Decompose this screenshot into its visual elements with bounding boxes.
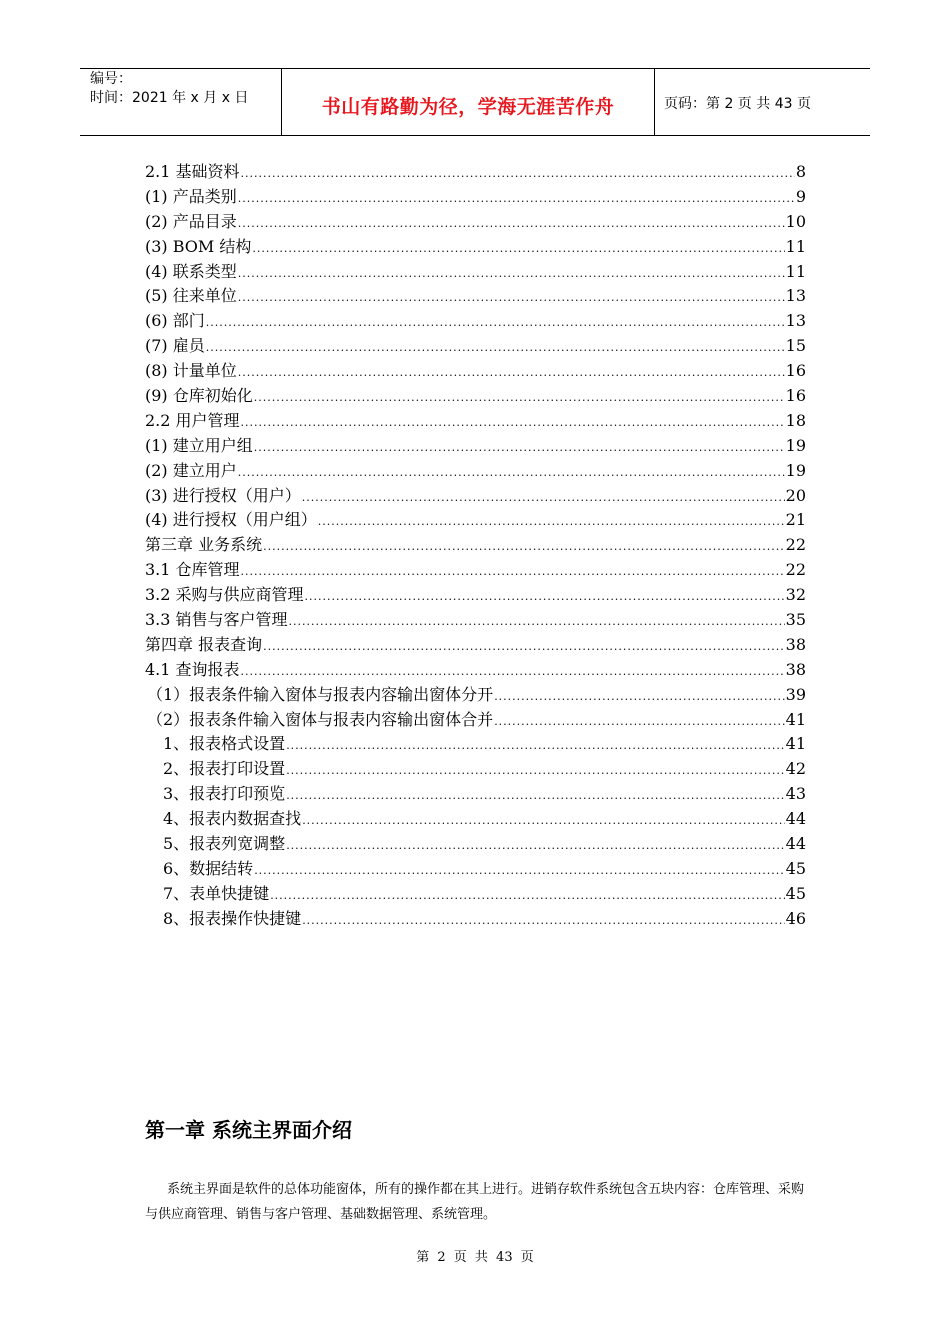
toc-entry-title: 4、报表内数据查找 — [163, 809, 302, 829]
toc-entry-page: 13 — [785, 286, 806, 306]
toc-leader-dots — [286, 759, 784, 784]
toc-leader-dots — [238, 187, 795, 212]
header-page-info: 页码：第 2 页 共 43 页 — [664, 96, 811, 112]
toc-leader-dots — [286, 734, 784, 759]
toc-entry[interactable] — [145, 633, 806, 658]
toc-leader-dots — [286, 784, 784, 809]
toc-leader-dots — [494, 685, 784, 710]
toc-entry-page: 45 — [785, 858, 806, 878]
toc-leader-dots — [254, 859, 784, 884]
toc-entry[interactable] — [145, 359, 806, 384]
toc-entry-page: 39 — [785, 684, 806, 704]
toc-entry-page: 19 — [785, 460, 806, 480]
code-label: 编号： — [90, 71, 132, 87]
toc-entry-page: 22 — [785, 560, 806, 580]
toc-leader-dots — [263, 635, 785, 660]
header-divider-right — [654, 68, 655, 136]
toc-leader-dots — [302, 486, 785, 511]
toc-entry-title: 3.2 采购与供应商管理 — [145, 585, 304, 605]
toc-entry-title: 4.1 查询报表 — [145, 659, 240, 679]
toc-leader-dots — [252, 237, 784, 262]
toc-leader-dots — [238, 212, 785, 237]
toc-entry[interactable] — [145, 459, 806, 484]
toc-entry[interactable] — [145, 508, 806, 533]
toc-entry-title: (5) 往来单位 — [145, 286, 237, 306]
toc-leader-dots — [254, 436, 785, 461]
toc-leader-dots — [286, 834, 784, 859]
toc-leader-dots — [206, 311, 785, 336]
toc-leader-dots — [263, 535, 785, 560]
header-motto: 书山有路勤为径，学海无涯苦作舟 — [321, 96, 615, 118]
toc-entry-page: 16 — [785, 386, 806, 406]
toc-entry-title: (4) 联系类型 — [145, 261, 237, 281]
toc-entry-title: (2) 建立用户 — [145, 460, 237, 480]
toc-leader-dots — [241, 162, 795, 187]
toc-entry[interactable] — [145, 782, 806, 807]
time-label: 时间：2021 年 x 月 x 日 — [90, 90, 249, 106]
page-footer: 第 2 页 共 43 页 — [416, 1250, 534, 1265]
toc-leader-dots — [241, 411, 785, 436]
toc-entry-title: （2）报表条件输入窗体与报表内容输出窗体合并 — [147, 709, 494, 729]
toc-entry-title: 3.3 销售与客户管理 — [145, 610, 288, 630]
toc-entry-title: 3.1 仓库管理 — [145, 560, 240, 580]
toc-entry-title: （1）报表条件输入窗体与报表内容输出窗体分开 — [147, 684, 494, 704]
toc-entry-page: 42 — [785, 759, 806, 779]
toc-entry[interactable] — [145, 484, 806, 509]
toc-leader-dots — [270, 884, 784, 909]
header-bottom-border — [80, 135, 870, 136]
toc-entry-page: 44 — [785, 834, 806, 854]
toc-entry-title: 6、数据结转 — [163, 858, 254, 878]
toc-leader-dots — [238, 262, 785, 287]
toc-entry[interactable] — [145, 683, 806, 708]
toc-entry-page: 9 — [795, 186, 806, 206]
toc-entry-page: 41 — [785, 709, 806, 729]
intro-paragraph: 系统主界面是软件的总体功能窗体，所有的操作都在其上进行。进销存软件系统包含五块内容：仓库管理、采购与供应商管理、销售与客户管理、基础数据管理、系统管理。 — [145, 1182, 805, 1222]
toc-entry[interactable] — [145, 185, 806, 210]
toc-entry-title: (2) 产品目录 — [145, 211, 237, 231]
toc-entry-page: 35 — [785, 610, 806, 630]
toc-entry-page: 18 — [785, 410, 806, 430]
table-of-contents — [145, 160, 806, 932]
toc-entry[interactable] — [145, 832, 806, 857]
toc-leader-dots — [206, 336, 785, 361]
chapter-title: 第一章 系统主界面介绍 — [145, 1118, 352, 1142]
toc-entry-page: 21 — [785, 510, 806, 530]
toc-entry[interactable] — [145, 309, 806, 334]
toc-entry-page: 38 — [785, 634, 806, 654]
toc-entry-title: 1、报表格式设置 — [163, 734, 286, 754]
toc-leader-dots — [238, 361, 785, 386]
toc-entry-page: 43 — [785, 784, 806, 804]
toc-entry[interactable] — [145, 608, 806, 633]
toc-leader-dots — [318, 510, 785, 535]
toc-entry-title: (1) 产品类别 — [145, 186, 237, 206]
toc-entry-title: 7、表单快捷键 — [163, 883, 270, 903]
toc-entry-title: (8) 计量单位 — [145, 361, 237, 381]
toc-entry-page: 10 — [785, 211, 806, 231]
toc-entry-title: 2.2 用户管理 — [145, 410, 240, 430]
toc-entry-page: 8 — [795, 162, 806, 181]
toc-entry-page: 38 — [785, 659, 806, 679]
toc-entry-title: (3) BOM 结构 — [145, 236, 252, 256]
toc-entry[interactable] — [145, 757, 806, 782]
toc-entry[interactable] — [145, 210, 806, 235]
header-top-border — [80, 68, 870, 69]
toc-entry-title: 2.1 基础资料 — [145, 162, 240, 181]
toc-entry-title: (7) 雇员 — [145, 336, 205, 356]
toc-entry-page: 45 — [785, 883, 806, 903]
toc-entry[interactable] — [145, 558, 806, 583]
toc-leader-dots — [302, 909, 784, 934]
toc-leader-dots — [254, 386, 785, 411]
toc-entry-title: (3) 进行授权（用户） — [145, 485, 301, 505]
toc-leader-dots — [302, 809, 784, 834]
toc-entry[interactable] — [145, 434, 806, 459]
toc-entry-title: 第四章 报表查询 — [145, 634, 263, 654]
toc-entry-title: 8、报表操作快捷键 — [163, 908, 302, 928]
toc-entry[interactable] — [145, 708, 806, 733]
toc-entry-page: 15 — [785, 336, 806, 356]
toc-entry-page: 11 — [785, 261, 806, 281]
toc-entry[interactable] — [145, 907, 806, 932]
toc-entry-page: 16 — [785, 361, 806, 381]
toc-entry-page: 19 — [785, 435, 806, 455]
toc-entry-title: (4) 进行授权（用户组） — [145, 510, 317, 530]
toc-entry-title: 第三章 业务系统 — [145, 535, 263, 555]
toc-entry-page: 11 — [785, 236, 806, 256]
toc-entry[interactable] — [145, 409, 806, 434]
toc-entry[interactable] — [145, 334, 806, 359]
toc-entry[interactable] — [145, 807, 806, 832]
toc-entry-page: 32 — [785, 585, 806, 605]
toc-entry-title: (1) 建立用户组 — [145, 435, 253, 455]
toc-entry[interactable] — [145, 160, 806, 185]
toc-entry[interactable] — [145, 857, 806, 882]
toc-entry[interactable] — [145, 260, 806, 285]
toc-entry-title: (9) 仓库初始化 — [145, 386, 253, 406]
toc-entry[interactable] — [145, 583, 806, 608]
toc-entry-page: 44 — [785, 809, 806, 829]
toc-entry[interactable] — [145, 882, 806, 907]
toc-entry-page: 20 — [785, 485, 806, 505]
toc-leader-dots — [238, 461, 785, 486]
toc-entry[interactable] — [145, 284, 806, 309]
toc-leader-dots — [494, 710, 784, 735]
toc-entry[interactable] — [145, 384, 806, 409]
toc-entry-page: 22 — [785, 535, 806, 555]
toc-leader-dots — [238, 286, 785, 311]
toc-entry-title: 3、报表打印预览 — [163, 784, 286, 804]
toc-entry-page: 41 — [785, 734, 806, 754]
toc-leader-dots — [305, 585, 785, 610]
toc-leader-dots — [241, 560, 785, 585]
toc-entry[interactable] — [145, 732, 806, 757]
toc-entry[interactable] — [145, 533, 806, 558]
toc-entry-page: 13 — [785, 311, 806, 331]
toc-entry[interactable] — [145, 658, 806, 683]
toc-entry[interactable] — [145, 235, 806, 260]
header-meta — [90, 70, 248, 108]
toc-entry-page: 46 — [785, 908, 806, 928]
toc-leader-dots — [241, 660, 785, 685]
toc-entry-title: 5、报表列宽调整 — [163, 834, 286, 854]
toc-leader-dots — [289, 610, 785, 635]
toc-entry-title: (6) 部门 — [145, 311, 205, 331]
toc-entry-title: 2、报表打印设置 — [163, 759, 286, 779]
